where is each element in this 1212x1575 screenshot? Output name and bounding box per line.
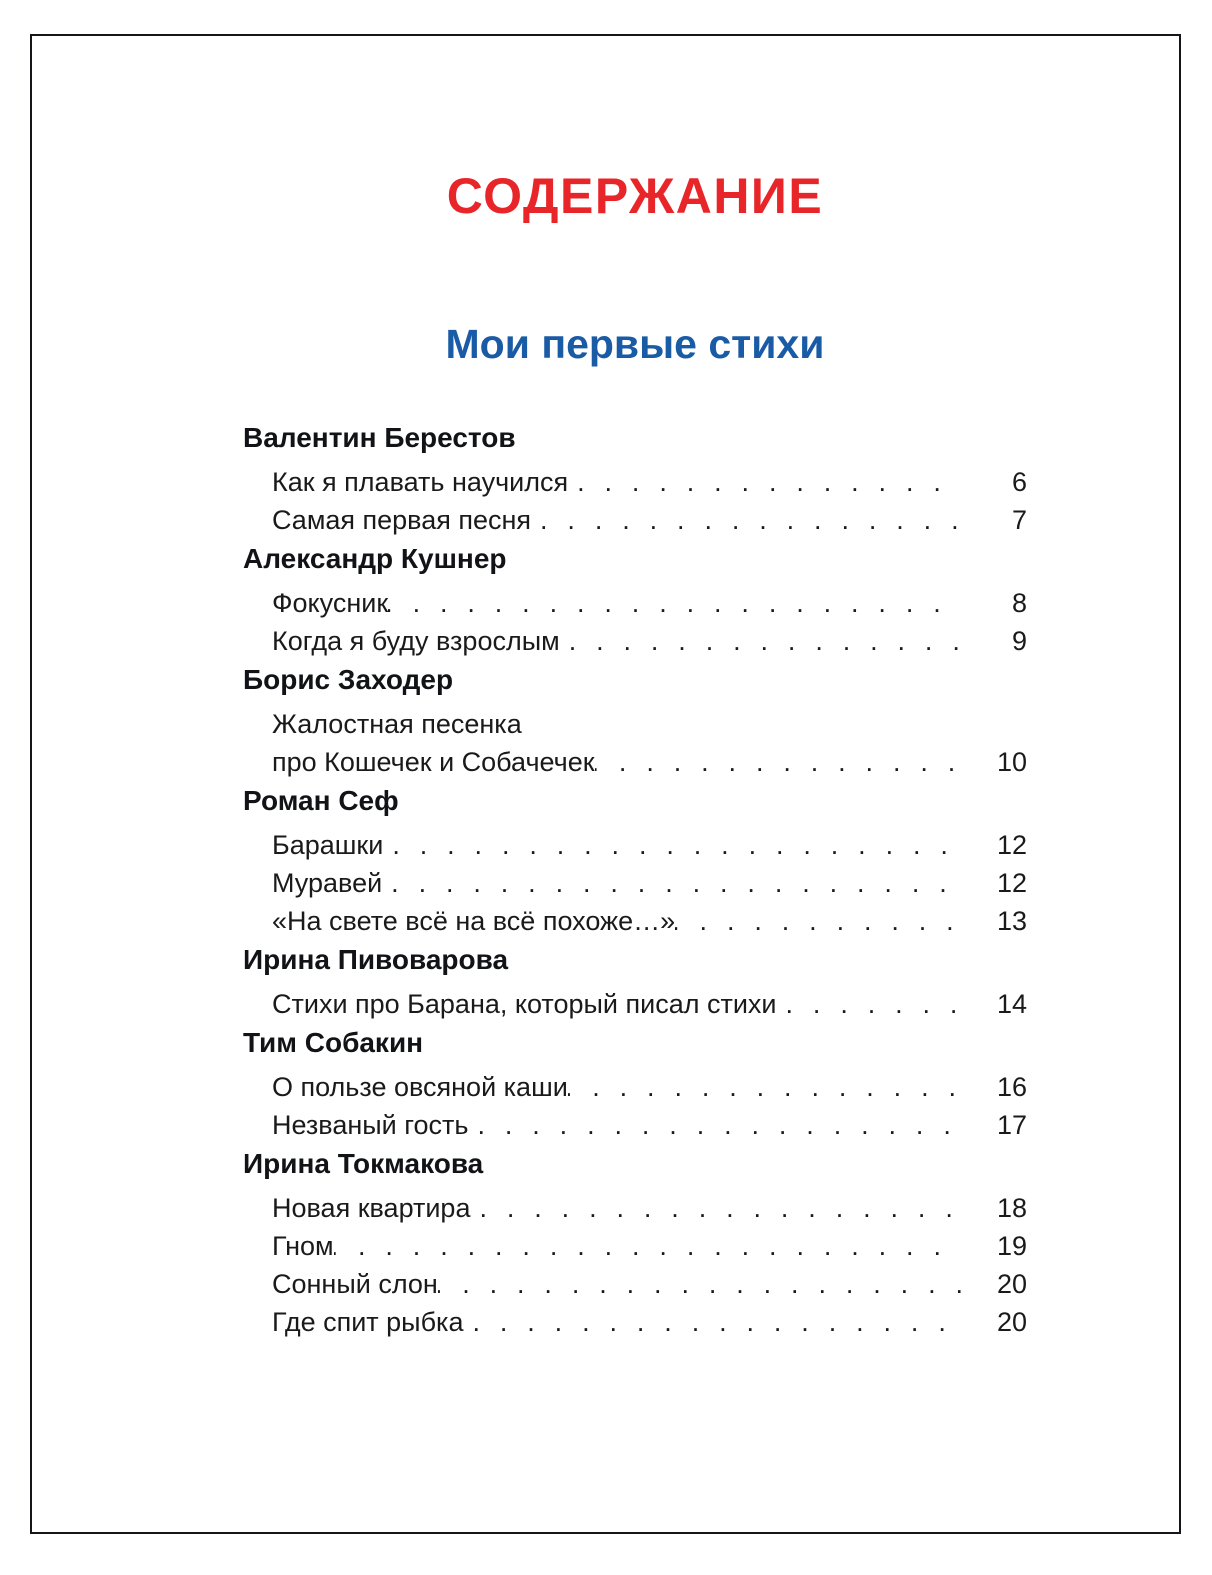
author-name: Тим Собакин xyxy=(243,1026,424,1058)
toc-entry-title: Гном xyxy=(272,1230,334,1261)
dot-leader xyxy=(595,749,961,776)
toc-entry[interactable] xyxy=(243,496,1027,534)
toc-entry-title: О пользе овсяной каши xyxy=(272,1071,568,1102)
toc-entry-title: про Кошечек и Собачечек xyxy=(272,746,595,777)
toc-entry[interactable] xyxy=(243,859,1027,897)
dot-leader xyxy=(334,1233,961,1260)
toc-page-number: 19 xyxy=(996,1230,1027,1261)
toc-entry[interactable] xyxy=(243,579,1027,617)
dot-leader xyxy=(568,1074,961,1101)
toc-content xyxy=(243,170,1027,1336)
toc-page-number: 14 xyxy=(996,988,1027,1019)
toc-entry[interactable] xyxy=(243,1260,1027,1298)
toc-entry[interactable] xyxy=(243,1222,1027,1260)
toc-entry-title: Где спит рыбка xyxy=(272,1306,464,1337)
page-title: СОДЕРЖАНИЕ xyxy=(446,168,824,224)
toc-page-number: 20 xyxy=(996,1268,1027,1299)
dot-leader xyxy=(438,1271,961,1298)
author-name: Ирина Пивоварова xyxy=(243,943,509,975)
toc-page-number: 9 xyxy=(1011,625,1027,656)
toc-entry-title: «На свете всё на всё похоже…» xyxy=(272,905,676,936)
toc-entry-title: Самая первая песня xyxy=(272,504,532,535)
toc-entry[interactable] xyxy=(243,1184,1027,1222)
dot-leader xyxy=(382,870,961,897)
dot-leader xyxy=(383,832,961,859)
toc-entry[interactable] xyxy=(243,458,1027,496)
dot-leader xyxy=(568,469,961,496)
toc-page-number: 8 xyxy=(1011,587,1027,618)
toc-page-number: 12 xyxy=(996,867,1027,898)
toc-entry[interactable] xyxy=(243,980,1027,1018)
section-title: Мои первые стихи xyxy=(445,320,825,367)
toc-entry-title: Фокусник xyxy=(272,587,389,618)
toc-page-number: 17 xyxy=(996,1109,1027,1140)
dot-leader xyxy=(468,1112,961,1139)
toc-entry[interactable] xyxy=(243,738,1027,776)
toc-page-number: 12 xyxy=(996,829,1027,860)
toc-page-number: 20 xyxy=(996,1306,1027,1337)
toc-page-number: 18 xyxy=(996,1192,1027,1223)
toc-entry-title: Когда я буду взрослым xyxy=(272,625,560,656)
toc-entry-title: Незваный гость xyxy=(272,1109,469,1140)
author-name: Валентин Берестов xyxy=(243,421,516,453)
toc-entry-title: Жалостная песенка xyxy=(272,708,522,739)
toc-entry[interactable] xyxy=(243,1101,1027,1139)
toc-page-number: 6 xyxy=(1011,466,1027,497)
toc-entry[interactable] xyxy=(243,897,1027,935)
toc-entry-title: Как я плавать научился xyxy=(272,466,569,497)
toc-entry-title: Барашки xyxy=(272,829,384,860)
toc-entry[interactable] xyxy=(243,700,1027,738)
dot-leader xyxy=(470,1195,961,1222)
dot-leader xyxy=(388,590,961,617)
toc-entry[interactable] xyxy=(243,617,1027,655)
toc-entry-title: Сонный слон xyxy=(272,1268,438,1299)
toc-entry-title: Стихи про Барана, который писал стихи xyxy=(272,988,777,1019)
author-name: Александр Кушнер xyxy=(243,542,507,574)
author-name: Ирина Токмакова xyxy=(243,1147,484,1179)
toc-entry[interactable] xyxy=(243,1063,1027,1101)
dot-leader xyxy=(777,991,961,1018)
toc-list xyxy=(243,366,1027,1336)
toc-page-number: 13 xyxy=(996,905,1027,936)
dot-leader xyxy=(675,908,961,935)
toc-page-number: 7 xyxy=(1011,504,1027,535)
author-name: Роман Сеф xyxy=(243,784,399,816)
dot-leader xyxy=(531,507,961,534)
toc-page-number: 10 xyxy=(996,746,1027,777)
toc-entry-title: Новая квартира xyxy=(272,1192,471,1223)
author-name: Борис Заходер xyxy=(243,663,454,695)
toc-page-number: 16 xyxy=(996,1071,1027,1102)
toc-entry[interactable] xyxy=(243,1298,1027,1336)
toc-entry[interactable] xyxy=(243,821,1027,859)
toc-entry-title: Муравей xyxy=(272,867,383,898)
dot-leader xyxy=(463,1309,961,1336)
dot-leader xyxy=(560,628,961,655)
